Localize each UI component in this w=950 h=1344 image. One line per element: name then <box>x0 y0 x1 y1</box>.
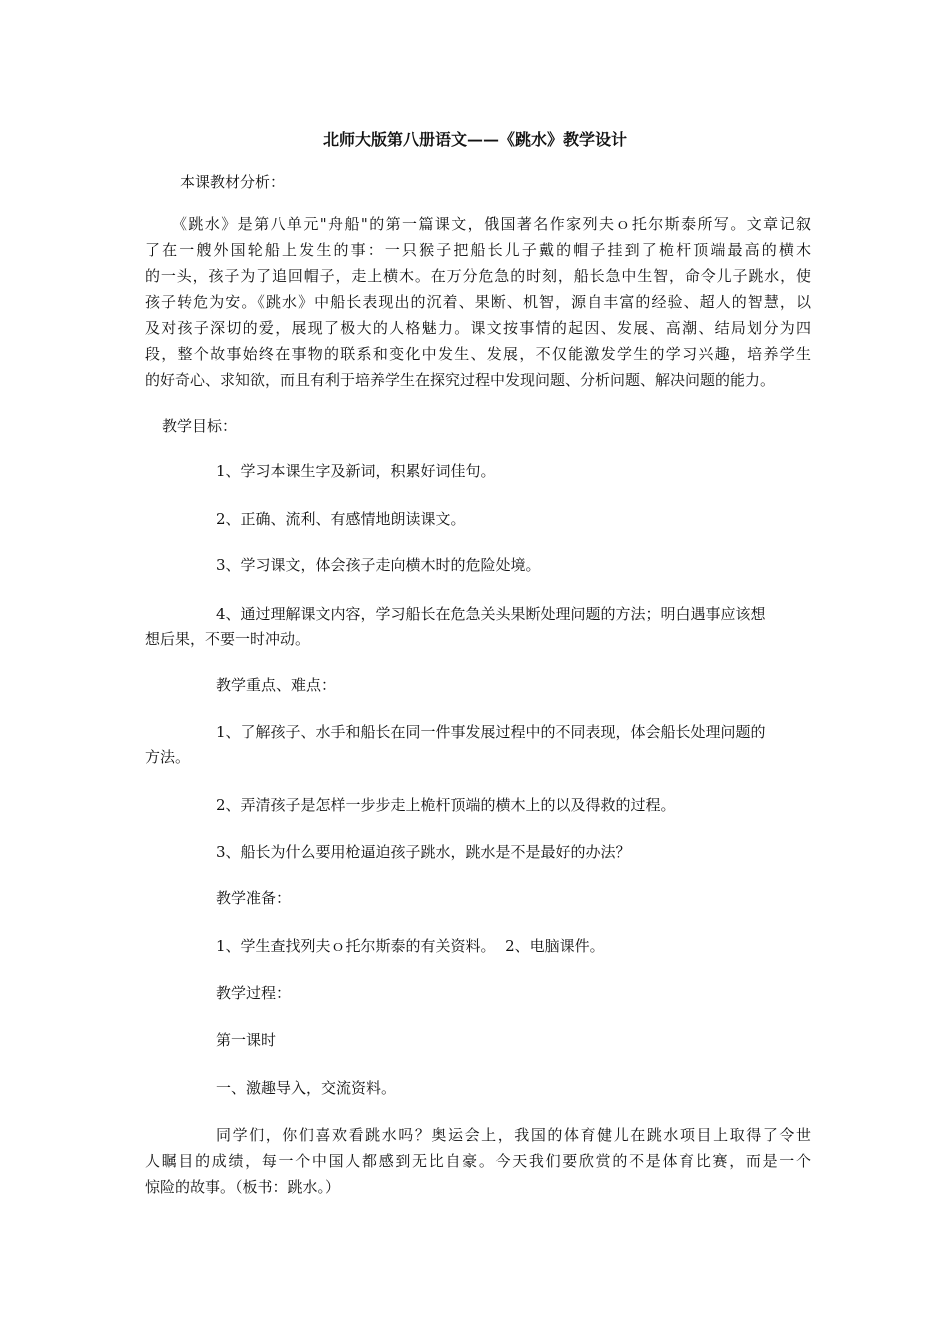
keypoint-item-1: 1、了解孩子、水手和船长在同一件事发展过程中的不同表现，体会船长处理问题的 <box>216 723 766 741</box>
keypoints-heading: 教学重点、难点： <box>216 676 337 694</box>
analysis-line: 了在一艘外国轮船上发生的事：一只猴子把船长儿子戴的帽子挂到了桅杆顶端最高的横木 <box>145 241 811 259</box>
intro-line: 同学们，你们喜欢看跳水吗？奥运会上，我国的体育健儿在跳水项目上取得了令世 <box>216 1126 811 1144</box>
goals-heading: 教学目标： <box>162 417 238 435</box>
analysis-line: 段，整个故事始终在事物的联系和变化中发生、发展，不仅能激发学生的学习兴趣，培养学生 <box>145 345 811 363</box>
analysis-line: 孩子转危为安。《跳水》中船长表现出的沉着、果断、机智，源自丰富的经验、超人的智慧，以 <box>145 293 811 311</box>
goal-item-2: 2、正确、流利、有感情地朗读课文。 <box>216 510 466 528</box>
intro-line: 人瞩目的成绩，每一个中国人都感到无比自豪。今天我们要欣赏的不是体育比赛，而是一个 <box>145 1152 811 1170</box>
analysis-line: 的一头，孩子为了追回帽子，走上横木。在万分危急的时刻，船长急中生智，命令儿子跳水，使 <box>145 267 811 285</box>
goal-item-3: 3、学习课文，体会孩子走向横木时的危险处境。 <box>216 556 541 574</box>
goal-item-4: 4、通过理解课文内容，学习船长在危急关头果断处理问题的方法；明白遇事应该想 <box>216 605 766 623</box>
prep-items: 1、学生查找列夫ｏ托尔斯泰的有关资料。 2、电脑课件。 <box>216 937 605 955</box>
goal-item-4-continuation: 想后果，不要一时冲动。 <box>145 630 311 648</box>
analysis-line: 的好奇心、求知欲，而且有利于培养学生在探究过程中发现问题、分析问题、解决问题的能力。 <box>145 371 776 389</box>
keypoint-item-1-continuation: 方法。 <box>145 748 191 766</box>
lesson-title: 第一课时 <box>216 1031 277 1049</box>
analysis-line: 《跳水》是第八单元"舟船"的第一篇课文，俄国著名作家列夫ｏ托尔斯泰所写。文章记叙 <box>172 215 811 233</box>
goal-item-1: 1、学习本课生字及新词，积累好词佳句。 <box>216 462 496 480</box>
analysis-paragraph <box>145 211 811 393</box>
analysis-line: 及对孩子深切的爱，展现了极大的人格魅力。课文按事情的起因、发展、高潮、结局划分为四 <box>145 319 811 337</box>
keypoint-item-3: 3、船长为什么要用枪逼迫孩子跳水，跳水是不是最好的办法？ <box>216 843 631 861</box>
analysis-heading: 本课教材分析： <box>180 173 286 191</box>
process-heading: 教学过程： <box>216 984 292 1002</box>
step-heading: 一、激趣导入，交流资料。 <box>216 1079 397 1097</box>
document-title: 北师大版第八册语文——《跳水》教学设计 <box>322 130 627 149</box>
intro-paragraph <box>145 1122 811 1200</box>
keypoint-item-2: 2、弄清孩子是怎样一步步走上桅杆顶端的横木上的以及得救的过程。 <box>216 796 676 814</box>
prep-heading: 教学准备： <box>216 889 292 907</box>
intro-line: 惊险的故事。（板书：跳水。） <box>145 1178 341 1196</box>
